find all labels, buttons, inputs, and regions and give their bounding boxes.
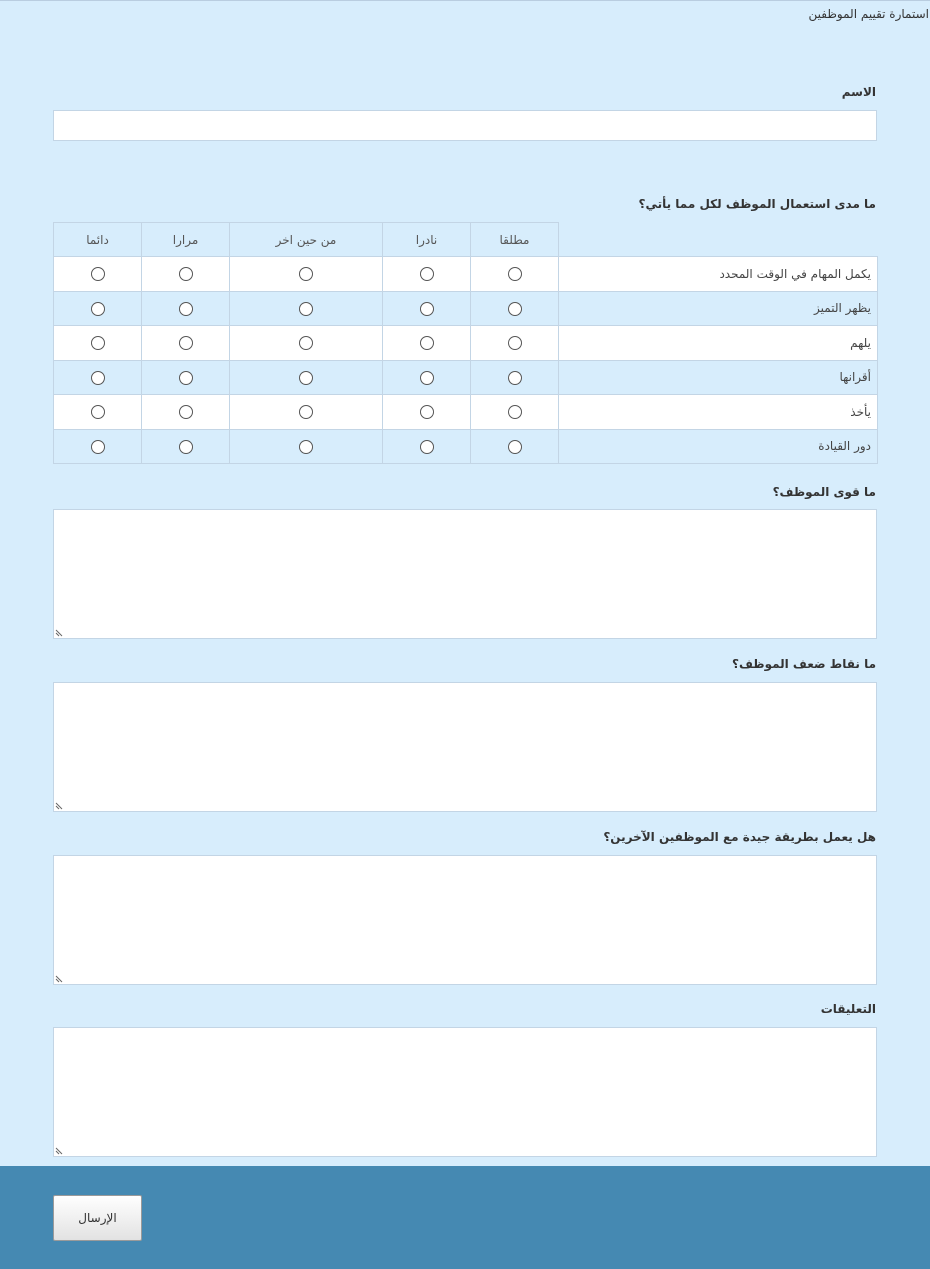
matrix-question-label: ما مدى استعمال الموظف لكل مما يأتي؟ [638,197,876,211]
matrix-cell [142,291,230,326]
rating-radio[interactable] [420,267,434,281]
matrix-cell [142,326,230,361]
rating-radio[interactable] [420,371,434,385]
rating-radio[interactable] [508,267,522,281]
matrix-cell [142,257,230,292]
rating-radio[interactable] [179,302,193,316]
rating-radio[interactable] [91,336,105,350]
matrix-cell [471,326,559,361]
matrix-row-label: يأخذ [559,395,878,430]
matrix-row [54,360,878,395]
rating-radio[interactable] [91,267,105,281]
rating-radio[interactable] [299,405,313,419]
resize-grip-icon[interactable] [55,973,65,983]
matrix-row-label: يكمل المهام في الوقت المحدد [559,257,878,292]
resize-grip-icon[interactable] [55,1145,65,1155]
rating-radio[interactable] [508,302,522,316]
strengths-label: ما قوى الموظف؟ [772,485,876,499]
matrix-cell [471,257,559,292]
matrix-cell [142,429,230,464]
rating-radio[interactable] [179,336,193,350]
matrix-cell [471,395,559,430]
matrix-cell [383,429,471,464]
rating-radio[interactable] [508,405,522,419]
matrix-row-label: يظهر التميز [559,291,878,326]
rating-radio[interactable] [179,267,193,281]
matrix-cell [383,326,471,361]
rating-radio[interactable] [508,371,522,385]
resize-grip-icon[interactable] [55,627,65,637]
matrix-cell [230,429,383,464]
rating-radio[interactable] [91,302,105,316]
rating-radio[interactable] [299,371,313,385]
submit-button[interactable]: الإرسال [53,1195,142,1241]
matrix-cell [230,360,383,395]
matrix-cell [54,429,142,464]
rating-radio[interactable] [179,371,193,385]
matrix-row [54,326,878,361]
matrix-row-label: يلهم [559,326,878,361]
rating-radio[interactable] [420,336,434,350]
rating-radio[interactable] [91,440,105,454]
rating-radio[interactable] [91,371,105,385]
rating-radio[interactable] [179,440,193,454]
weaknesses-textarea[interactable] [53,682,877,812]
matrix-row [54,291,878,326]
matrix-cell [471,429,559,464]
footer-bar [0,1166,930,1269]
rating-matrix [53,222,878,464]
rating-radio[interactable] [299,440,313,454]
rating-radio[interactable] [299,267,313,281]
matrix-row [54,257,878,292]
teamwork-textarea[interactable] [53,855,877,985]
form-title: استمارة تقييم الموظفين [808,7,929,21]
column-header-often: مرارا [142,223,230,257]
matrix-cell [54,395,142,430]
matrix-cell [142,395,230,430]
rating-radio[interactable] [420,302,434,316]
matrix-cell [383,360,471,395]
comments-label: التعليقات [820,1002,876,1016]
rating-radio[interactable] [299,336,313,350]
matrix-cell [383,291,471,326]
column-header-always: دائما [54,223,142,257]
matrix-cell [230,395,383,430]
matrix-cell [54,291,142,326]
column-header-never: مطلقا [471,223,559,257]
matrix-cell [471,360,559,395]
name-input[interactable] [53,110,877,141]
matrix-cell [54,360,142,395]
rating-radio[interactable] [420,440,434,454]
matrix-cell [383,395,471,430]
matrix-corner [559,223,878,257]
matrix-header-row [54,223,878,257]
teamwork-label: هل يعمل بطريقة جيدة مع الموظفين الآخرين؟ [603,830,876,844]
matrix-cell [230,257,383,292]
name-label: الاسم [841,85,876,99]
matrix-cell [230,326,383,361]
matrix-row-label: أقرانها [559,360,878,395]
rating-radio[interactable] [299,302,313,316]
rating-radio[interactable] [508,440,522,454]
column-header-rarely: نادرا [383,223,471,257]
matrix-cell [54,326,142,361]
rating-radio[interactable] [179,405,193,419]
matrix-cell [54,257,142,292]
rating-radio[interactable] [508,336,522,350]
comments-textarea[interactable] [53,1027,877,1157]
matrix-row [54,429,878,464]
matrix-cell [142,360,230,395]
column-header-sometimes: من حين اخر [230,223,383,257]
rating-radio[interactable] [420,405,434,419]
matrix-cell [383,257,471,292]
resize-grip-icon[interactable] [55,800,65,810]
strengths-textarea[interactable] [53,509,877,639]
matrix-cell [230,291,383,326]
weaknesses-label: ما نقاط ضعف الموظف؟ [732,657,876,671]
matrix-cell [471,291,559,326]
matrix-row [54,395,878,430]
rating-radio[interactable] [91,405,105,419]
matrix-row-label: دور القيادة [559,429,878,464]
